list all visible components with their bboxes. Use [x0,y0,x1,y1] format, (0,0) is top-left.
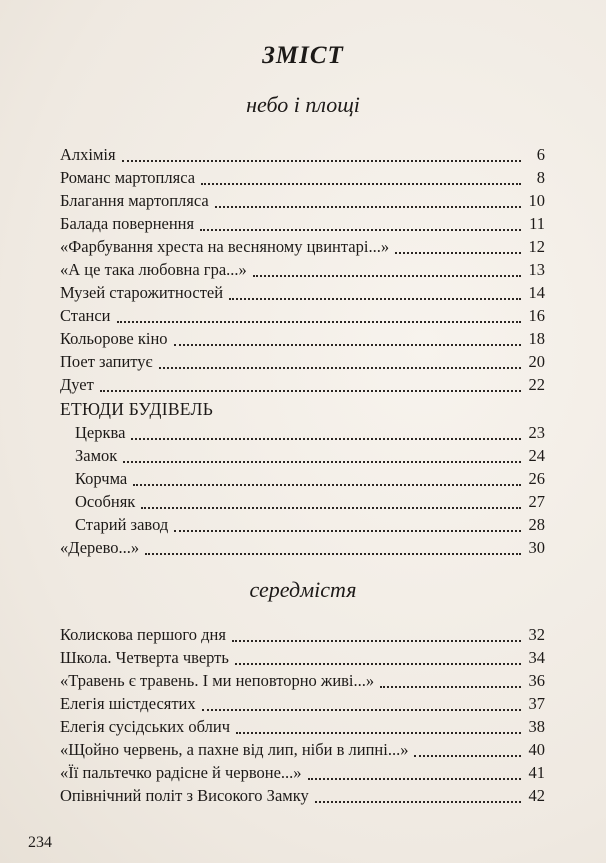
toc-entry-page: 10 [528,191,545,210]
toc-entry-page: 40 [528,740,545,759]
toc-entry[interactable] [60,694,545,716]
toc-entry-page: 30 [528,538,545,557]
toc-entry-label: Поет запитує [60,352,153,371]
dot-leader [122,160,521,162]
section-heading-nebo: небо і площі [246,92,360,117]
toc-entry[interactable] [60,625,545,647]
dot-leader [200,229,521,231]
dot-leader [235,663,521,665]
toc-entry[interactable] [60,786,545,808]
toc-entry-label: «Фарбування хреста на весняному цвинтарі...» [60,237,390,256]
toc-entry-label: «Травень є травень. І ми неповторно живі...» [60,671,375,690]
toc-entry-label: Станси [60,306,111,325]
dot-leader [201,183,521,185]
toc-entry-page: 42 [528,786,545,805]
toc-entry-page: 28 [528,515,545,534]
toc-entry-label: Музей старожитностей [60,283,224,302]
toc-entry[interactable] [75,469,545,491]
toc-entry[interactable] [60,671,545,693]
toc-entry-page: 14 [528,283,545,302]
toc-entry-label: Кольорове кіно [60,329,168,348]
toc-entry-page: 23 [528,423,545,442]
dot-leader [133,484,521,486]
toc-entry-label: «Її пальтечко радісне й червоне...» [60,763,302,782]
dot-leader [131,438,521,440]
toc-entry-page: 32 [528,625,545,644]
toc-entry-page: 36 [528,671,545,690]
page-title: ЗМІСТ [262,42,344,69]
dot-leader [253,275,521,277]
dot-leader [100,390,521,392]
dot-leader [229,298,521,300]
dot-leader [414,755,521,757]
toc-entry-label: Романс мартопляса [60,168,196,187]
toc-entry-label: «Щойно червень, а пахне від лип, ніби в липні...» [60,740,409,759]
toc-entry-page: 6 [536,145,545,164]
toc-entry-page: 34 [528,648,545,667]
toc-entry[interactable] [75,446,545,468]
toc-entry-page: 18 [528,329,545,348]
toc-entry[interactable] [60,717,545,739]
toc-entry[interactable] [60,352,545,374]
toc-entry[interactable] [60,648,545,670]
dot-leader [315,801,521,803]
toc-entry-page: 26 [528,469,545,488]
toc-entry-page: 38 [528,717,545,736]
toc-entry[interactable] [60,329,545,351]
toc-entry-page: 16 [528,306,545,325]
toc-entry[interactable] [60,740,545,762]
toc-entry-label: Дует [60,375,94,394]
toc-entry[interactable] [60,283,545,305]
toc-entry-label: «А це така любовна гра...» [60,260,247,279]
toc-entry-label: Елегія сусідських облич [60,717,231,736]
toc-entry-page: 11 [529,214,545,233]
toc-entry[interactable] [75,515,545,537]
dot-leader [117,321,521,323]
toc-entry[interactable] [60,214,545,236]
toc-entry[interactable] [60,145,545,167]
toc-entry-label: Балада повернення [60,214,195,233]
toc-entry[interactable] [60,538,545,560]
toc-entry-label: Алхімія [60,145,116,164]
toc-entry-page: 24 [528,446,545,465]
dot-leader [232,640,521,642]
toc-entry[interactable] [75,423,545,445]
toc-entry-label: Особняк [75,492,136,511]
toc-entry-label: Колискова першого дня [60,625,226,644]
toc-entry-label: Замок [75,446,118,465]
toc-entry[interactable] [60,260,545,282]
dot-leader [159,367,521,369]
toc-entry-label: «Дерево...» [60,538,140,557]
toc-entry[interactable] [60,237,545,259]
dot-leader [141,507,521,509]
toc-entry[interactable] [60,168,545,190]
toc-entry[interactable] [60,763,545,785]
page-number: 234 [28,834,52,851]
toc-entry[interactable] [75,492,545,514]
toc-entry-label: Старий завод [75,515,169,534]
dot-leader [202,709,521,711]
toc-entry-label: Церква [75,423,126,442]
dot-leader [380,686,521,688]
toc-entry[interactable] [60,191,545,213]
dot-leader [395,252,521,254]
dot-leader [236,732,521,734]
toc-entry-page: 12 [528,237,545,256]
toc-entry[interactable] [60,306,545,328]
toc-entry-page: 20 [528,352,545,371]
toc-entry-page: 13 [528,260,545,279]
toc-entry-label: Школа. Четверта чверть [60,648,229,667]
toc-entry-label: Опівнічний політ з Високого Замку [60,786,309,805]
toc-entry-page: 41 [528,763,545,782]
toc-entry-page: 8 [536,168,545,187]
toc-entry-label: Корчма [75,469,128,488]
dot-leader [308,778,521,780]
subsection-heading: ЕТЮДИ БУДІВЕЛЬ [60,399,214,419]
dot-leader [215,206,521,208]
toc-entry-page: 27 [528,492,545,511]
toc-entry[interactable] [60,375,545,397]
dot-leader [145,553,521,555]
dot-leader [123,461,521,463]
toc-entry-page: 22 [528,375,545,394]
toc-entry-page: 37 [528,694,545,713]
section-heading-seredmistia: середмістя [249,577,357,602]
dot-leader [174,344,521,346]
dot-leader [174,530,521,532]
toc-entry-label: Елегія шістдесятих [60,694,196,713]
toc-entry-label: Благання мартопляса [60,191,209,210]
